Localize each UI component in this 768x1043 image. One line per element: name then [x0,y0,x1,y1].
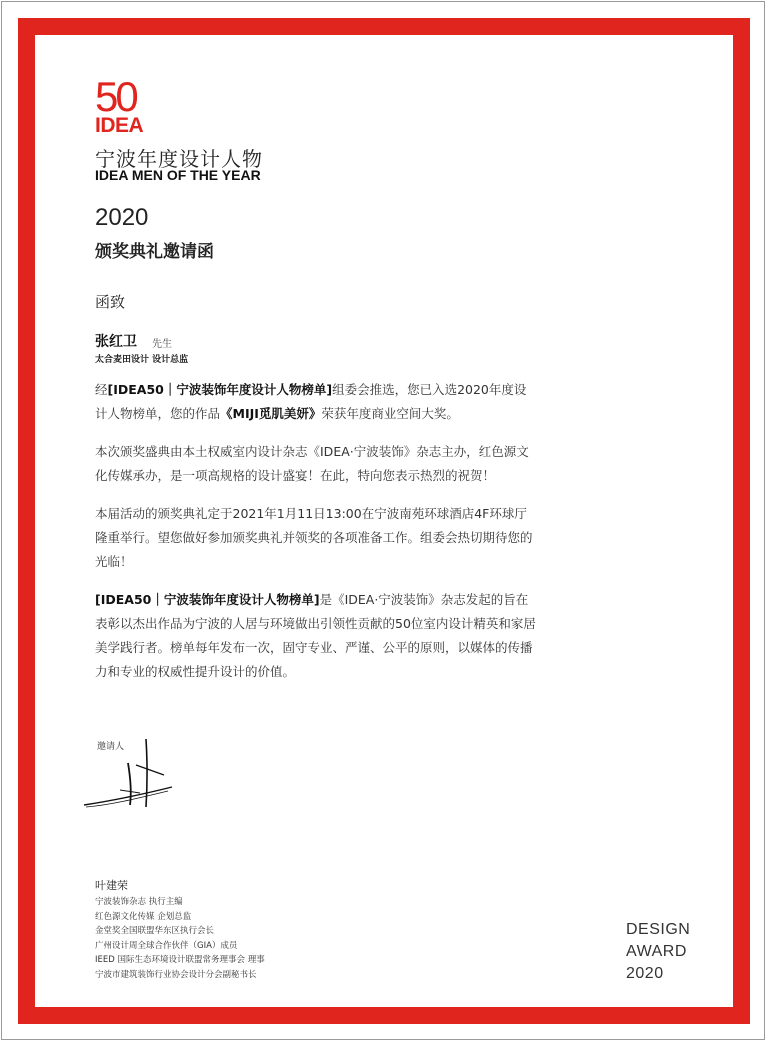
p1-suffix: 荣获年度商业空间大奖。 [321,406,459,421]
signer-role: 宁波装饰杂志 执行主编 [95,897,183,907]
paragraph-selection [95,378,537,426]
recipient-name: 张红卫 [95,334,137,350]
p4-list-name: [IDEA50｜宁波装饰年度设计人物榜单] [95,592,320,607]
signer-role: IEED 国际生态环境设计联盟常务理事会 理事 [95,955,265,965]
award-mark-line: 2020 [626,965,664,982]
design-award-mark [626,919,690,985]
handwritten-signature [80,735,190,815]
event-title-en: IDEA MEN OF THE YEAR [95,167,261,183]
inviter-label: 邀请人 [97,742,125,752]
signer-role: 红色源文化传媒 企划总监 [95,911,192,922]
salutation: 函致 [95,293,126,311]
recipient-title: 太合麦田设计 设计总监 [95,355,189,365]
paragraph-ceremony-details: 本届活动的颁奖典礼定于2021年1月11日13:00在宁波南苑环球酒店4F环球厅隆重举行。望您做好参加颁奖典礼并领奖的各项准备工作。组委会热切期待您的光临！ [95,506,533,569]
signer-name: 叶建荣 [95,879,128,892]
p1-middle: 组委会推选，您已入选2020年度设计人物榜单，您的作品 [95,382,527,421]
award-mark-line: AWARD [626,943,687,960]
year-heading: 2020 [95,204,149,231]
award-mark-line: DESIGN [626,921,691,938]
idea50-logo [95,73,144,137]
p1-list-name: [IDEA50｜宁波装饰年度设计人物榜单] [107,382,333,397]
signer-role: 宁波市建筑装饰行业协会设计分会副秘书长 [95,969,257,980]
recipient-honorific: 先生 [152,339,172,350]
signer-roles [95,895,265,982]
signer-role: 金堂奖全国联盟华东区执行会长 [95,926,215,936]
event-title-cn: 宁波年度设计人物 [95,147,263,171]
p4-body: 是《IDEA·宁波装饰》杂志发起的旨在表彰以杰出作品为宁波的人居与环境做出引领性贡献的50位室内设计精英和家居美学践行者。榜单每年发布一次，固守专业、严谨、公平的原则，以媒体的传播力和专业的权威性提升设计的价值。 [95,592,536,679]
p1-prefix: 经 [95,382,108,397]
logo-word: IDEA [95,114,144,137]
p1-work-name: 《MIJI觅肌美妍》 [220,406,322,421]
signer-role: 广州设计周全球合作伙伴（GIA）成员 [95,940,238,951]
paragraph-about-list [95,588,537,684]
paragraph-ceremony-host: 本次颁奖盛典由本土权威室内设计杂志《IDEA·宁波装饰》杂志主办，红色源文化传媒承办，是一项高规格的设计盛宴！在此，特向您表示热烈的祝贺！ [95,444,529,483]
document-title: 颁奖典礼邀请函 [95,242,214,262]
logo-number: 50 [95,73,136,120]
